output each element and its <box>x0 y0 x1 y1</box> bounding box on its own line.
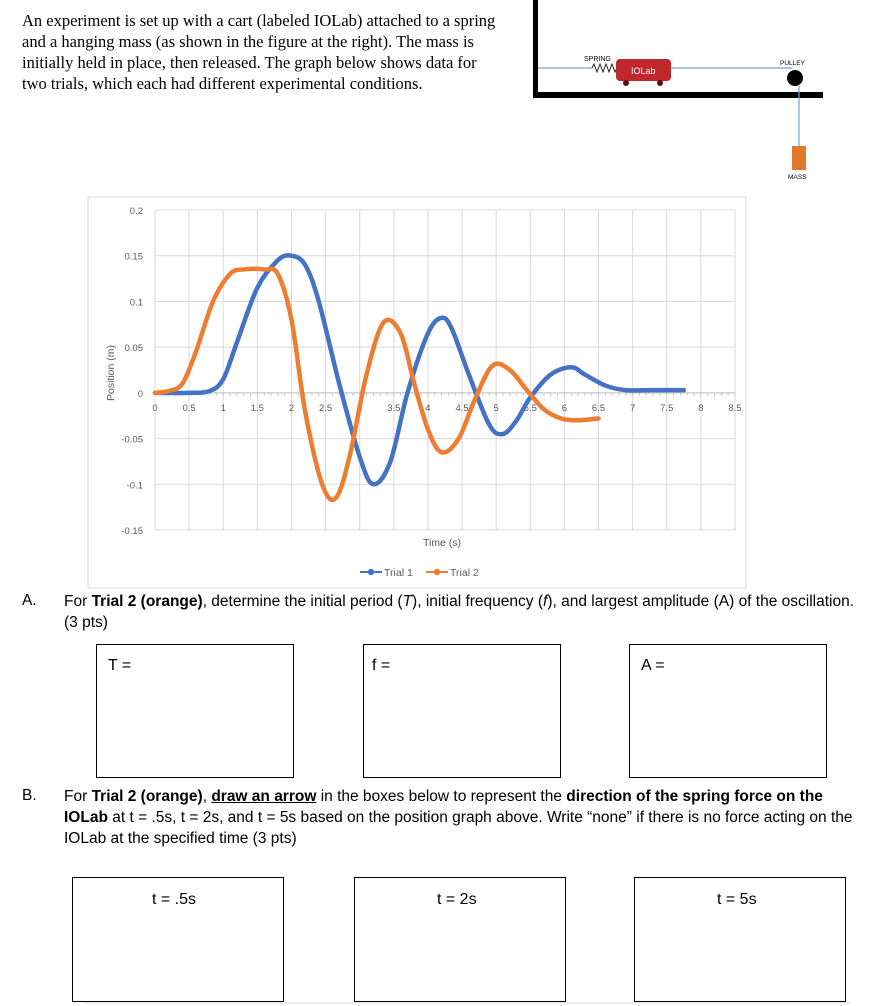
spring-label: SPRING <box>584 56 611 63</box>
answer-box-t5-label: t = 5s <box>717 891 757 908</box>
spring-coil <box>592 64 617 72</box>
x-tick-label: 5.5 <box>523 402 537 414</box>
track-left-wall <box>533 0 538 98</box>
y-tick-label: 0.2 <box>129 206 143 217</box>
x-tick-label: 6.5 <box>591 402 606 414</box>
intro-paragraph: An experiment is set up with a cart (labeled IOLab) attached to a spring and a hanging mass (as shown in the figure at the right). The mass is initially held in place, then released. The graph below shows data for two trials, which each had different experimental conditions. <box>22 11 496 93</box>
iolab-label: IOLab <box>631 66 656 76</box>
legend-swatch-marker <box>368 569 374 575</box>
hanging-mass <box>792 146 806 170</box>
x-tick-label: 1.5 <box>250 402 264 414</box>
x-tick-label: 3 <box>357 402 363 414</box>
pulley <box>787 70 803 86</box>
x-tick-label: 5 <box>493 402 499 414</box>
answer-box-t05-label: t = .5s <box>152 891 197 908</box>
pulley-label: PULLEY <box>780 60 805 67</box>
question-a-text: For Trial 2 (orange), determine the initial period (T), initial frequency (f), and largest amplitude (A) of the oscillation. (3 pts) <box>64 593 855 631</box>
x-tick-label: 0 <box>152 402 158 414</box>
mass-label: MASS <box>788 174 807 181</box>
x-axis-label: Time (s) <box>422 537 462 549</box>
answer-box-period-label: T = <box>108 657 132 674</box>
y-tick-label: 0 <box>137 388 143 400</box>
x-tick-label: 3.5 <box>387 402 401 414</box>
legend-swatch-marker <box>434 569 440 575</box>
x-tick-label: 2 <box>288 402 295 414</box>
x-tick-label: 2.5 <box>318 402 333 414</box>
x-tick-label: 7 <box>629 402 636 414</box>
apparatus-diagram <box>533 0 823 181</box>
y-tick-label: 0.15 <box>124 251 143 263</box>
x-tick-label: 8 <box>698 402 704 414</box>
answer-box-amplitude-label: A = <box>641 657 665 674</box>
question-a-letter: A. <box>22 592 37 609</box>
answer-box-frequency[interactable] <box>363 644 561 778</box>
y-tick-label: 0.05 <box>124 343 143 355</box>
y-axis-label: Position (m) <box>105 344 117 402</box>
track-surface <box>533 92 823 98</box>
question-b-text: For Trial 2 (orange), draw an arrow in the boxes below to represent the direction of the spring force on the IOLab at t = .5s, t = 2s, and t = 5s based on the position graph above. Write “none” if there is no force acting on the IOLab at the specified time (3 pts) <box>64 788 853 847</box>
x-tick-label: 4.5 <box>455 402 469 414</box>
y-tick-label: -0.15 <box>121 526 143 537</box>
cart-wheel-left <box>623 80 629 86</box>
answer-box-t2-label: t = 2s <box>437 891 477 908</box>
y-tick-label: -0.1 <box>126 480 143 492</box>
x-tick-label: 0.5 <box>182 402 196 414</box>
y-tick-label: -0.05 <box>121 434 143 446</box>
x-tick-label: 4 <box>425 402 431 414</box>
x-tick-label: 7.5 <box>660 402 674 414</box>
position-chart <box>88 197 746 588</box>
legend-label: Trial 1 <box>384 567 413 579</box>
cart-wheel-right <box>657 80 663 86</box>
legend-label: Trial 2 <box>450 567 479 579</box>
x-tick-label: 6 <box>561 402 568 414</box>
x-tick-label: 1 <box>220 402 226 414</box>
question-b-letter: B. <box>22 787 37 804</box>
x-tick-label: 8.5 <box>728 402 742 414</box>
y-tick-label: 0.1 <box>129 297 143 309</box>
answer-box-frequency-label: f = <box>372 657 391 674</box>
